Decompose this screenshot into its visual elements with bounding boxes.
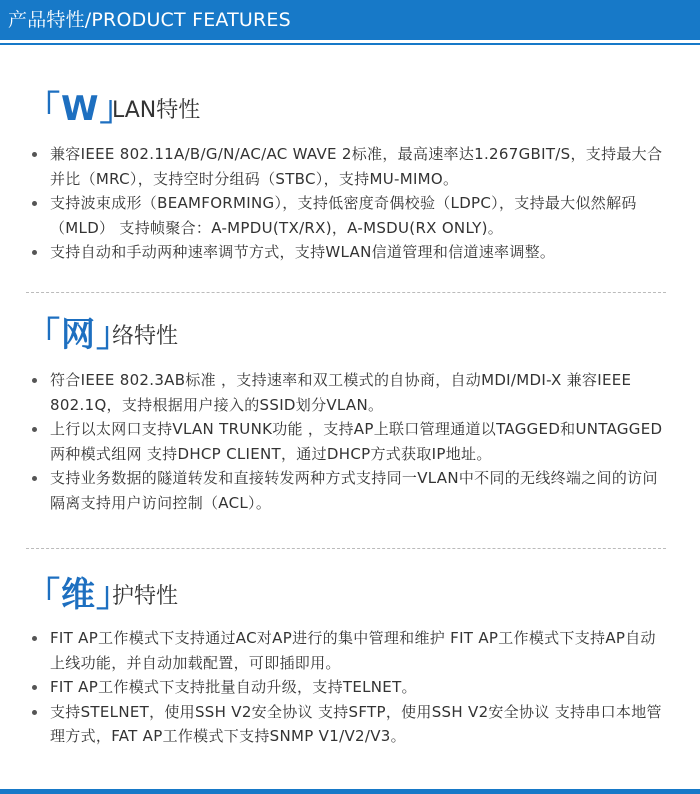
page-title: 产品特性/PRODUCT FEATURES	[8, 9, 291, 31]
list-item: FIT AP工作模式下支持批量自动升级，支持TELNET。	[0, 675, 700, 700]
section-divider	[26, 292, 666, 293]
bullet-icon	[32, 201, 37, 206]
list-item: 支持自动和手动两种速率调节方式，支持WLAN信道管理和信道速率调整。	[0, 240, 700, 265]
feature-list-wlan	[0, 142, 700, 265]
feature-list-maintenance	[0, 626, 700, 749]
feature-list-network	[0, 368, 700, 515]
bullet-icon	[32, 250, 37, 255]
section-heading	[0, 572, 700, 622]
bullet-icon	[32, 710, 37, 715]
section-initial: 「网」	[26, 315, 131, 355]
section-heading	[0, 312, 700, 362]
bullet-icon	[32, 636, 37, 641]
bullet-icon	[32, 427, 37, 432]
section-title-rest: 络特性	[112, 324, 179, 349]
bullet-icon	[32, 152, 37, 157]
section-wlan	[0, 86, 700, 136]
bullet-icon	[32, 476, 37, 481]
list-item: 支持STELNET，使用SSH V2安全协议 支持SFTP，使用SSH V2安全协议 支持串口本地管理方式，FAT AP工作模式下支持SNMP V1/V2/V3。	[0, 700, 700, 749]
section-title-rest: 护特性	[112, 584, 179, 609]
section-initial: 「W」	[26, 89, 135, 129]
bullet-icon	[32, 378, 37, 383]
section-initial: 「维」	[26, 575, 131, 615]
footer-rule	[0, 789, 700, 794]
page-header	[0, 0, 700, 40]
list-item: 上行以太网口支持VLAN TRUNK功能 ，支持AP上联口管理通道以TAGGED和UNTAGGED两种模式组网 支持DHCP CLIENT，通过DHCP方式获取IP地址。	[0, 417, 700, 466]
section-maintenance	[0, 572, 700, 622]
list-item: 兼容IEEE 802.11A/B/G/N/AC/AC WAVE 2标准，最高速率达1.267GBIT/S，支持最大合并比（MRC），支持空时分组码（STBC），支持MU-MIMO。	[0, 142, 700, 191]
bullet-icon	[32, 685, 37, 690]
section-divider	[26, 548, 666, 549]
list-item: 支持波束成形（BEAMFORMING），支持低密度奇偶校验（LDPC），支持最大似然解码（MLD） 支持帧聚合：A-MPDU(TX/RX)，A-MSDU(RX ONLY)。	[0, 191, 700, 240]
section-title-rest: LAN特性	[112, 98, 201, 123]
list-item: FIT AP工作模式下支持通过AC对AP进行的集中管理和维护 FIT AP工作模式下支持AP自动上线功能，并自动加载配置，可即插即用。	[0, 626, 700, 675]
section-heading	[0, 86, 700, 136]
list-item: 符合IEEE 802.3AB标准 ，支持速率和双工模式的自协商，自动MDI/MDI-X 兼容IEEE 802.1Q，支持根据用户接入的SSID划分VLAN。	[0, 368, 700, 417]
section-network	[0, 312, 700, 362]
list-item: 支持业务数据的隧道转发和直接转发两种方式支持同一VLAN中不同的无线终端之间的访问隔离支持用户访问控制（ACL）。	[0, 466, 700, 515]
header-underline	[0, 43, 700, 45]
